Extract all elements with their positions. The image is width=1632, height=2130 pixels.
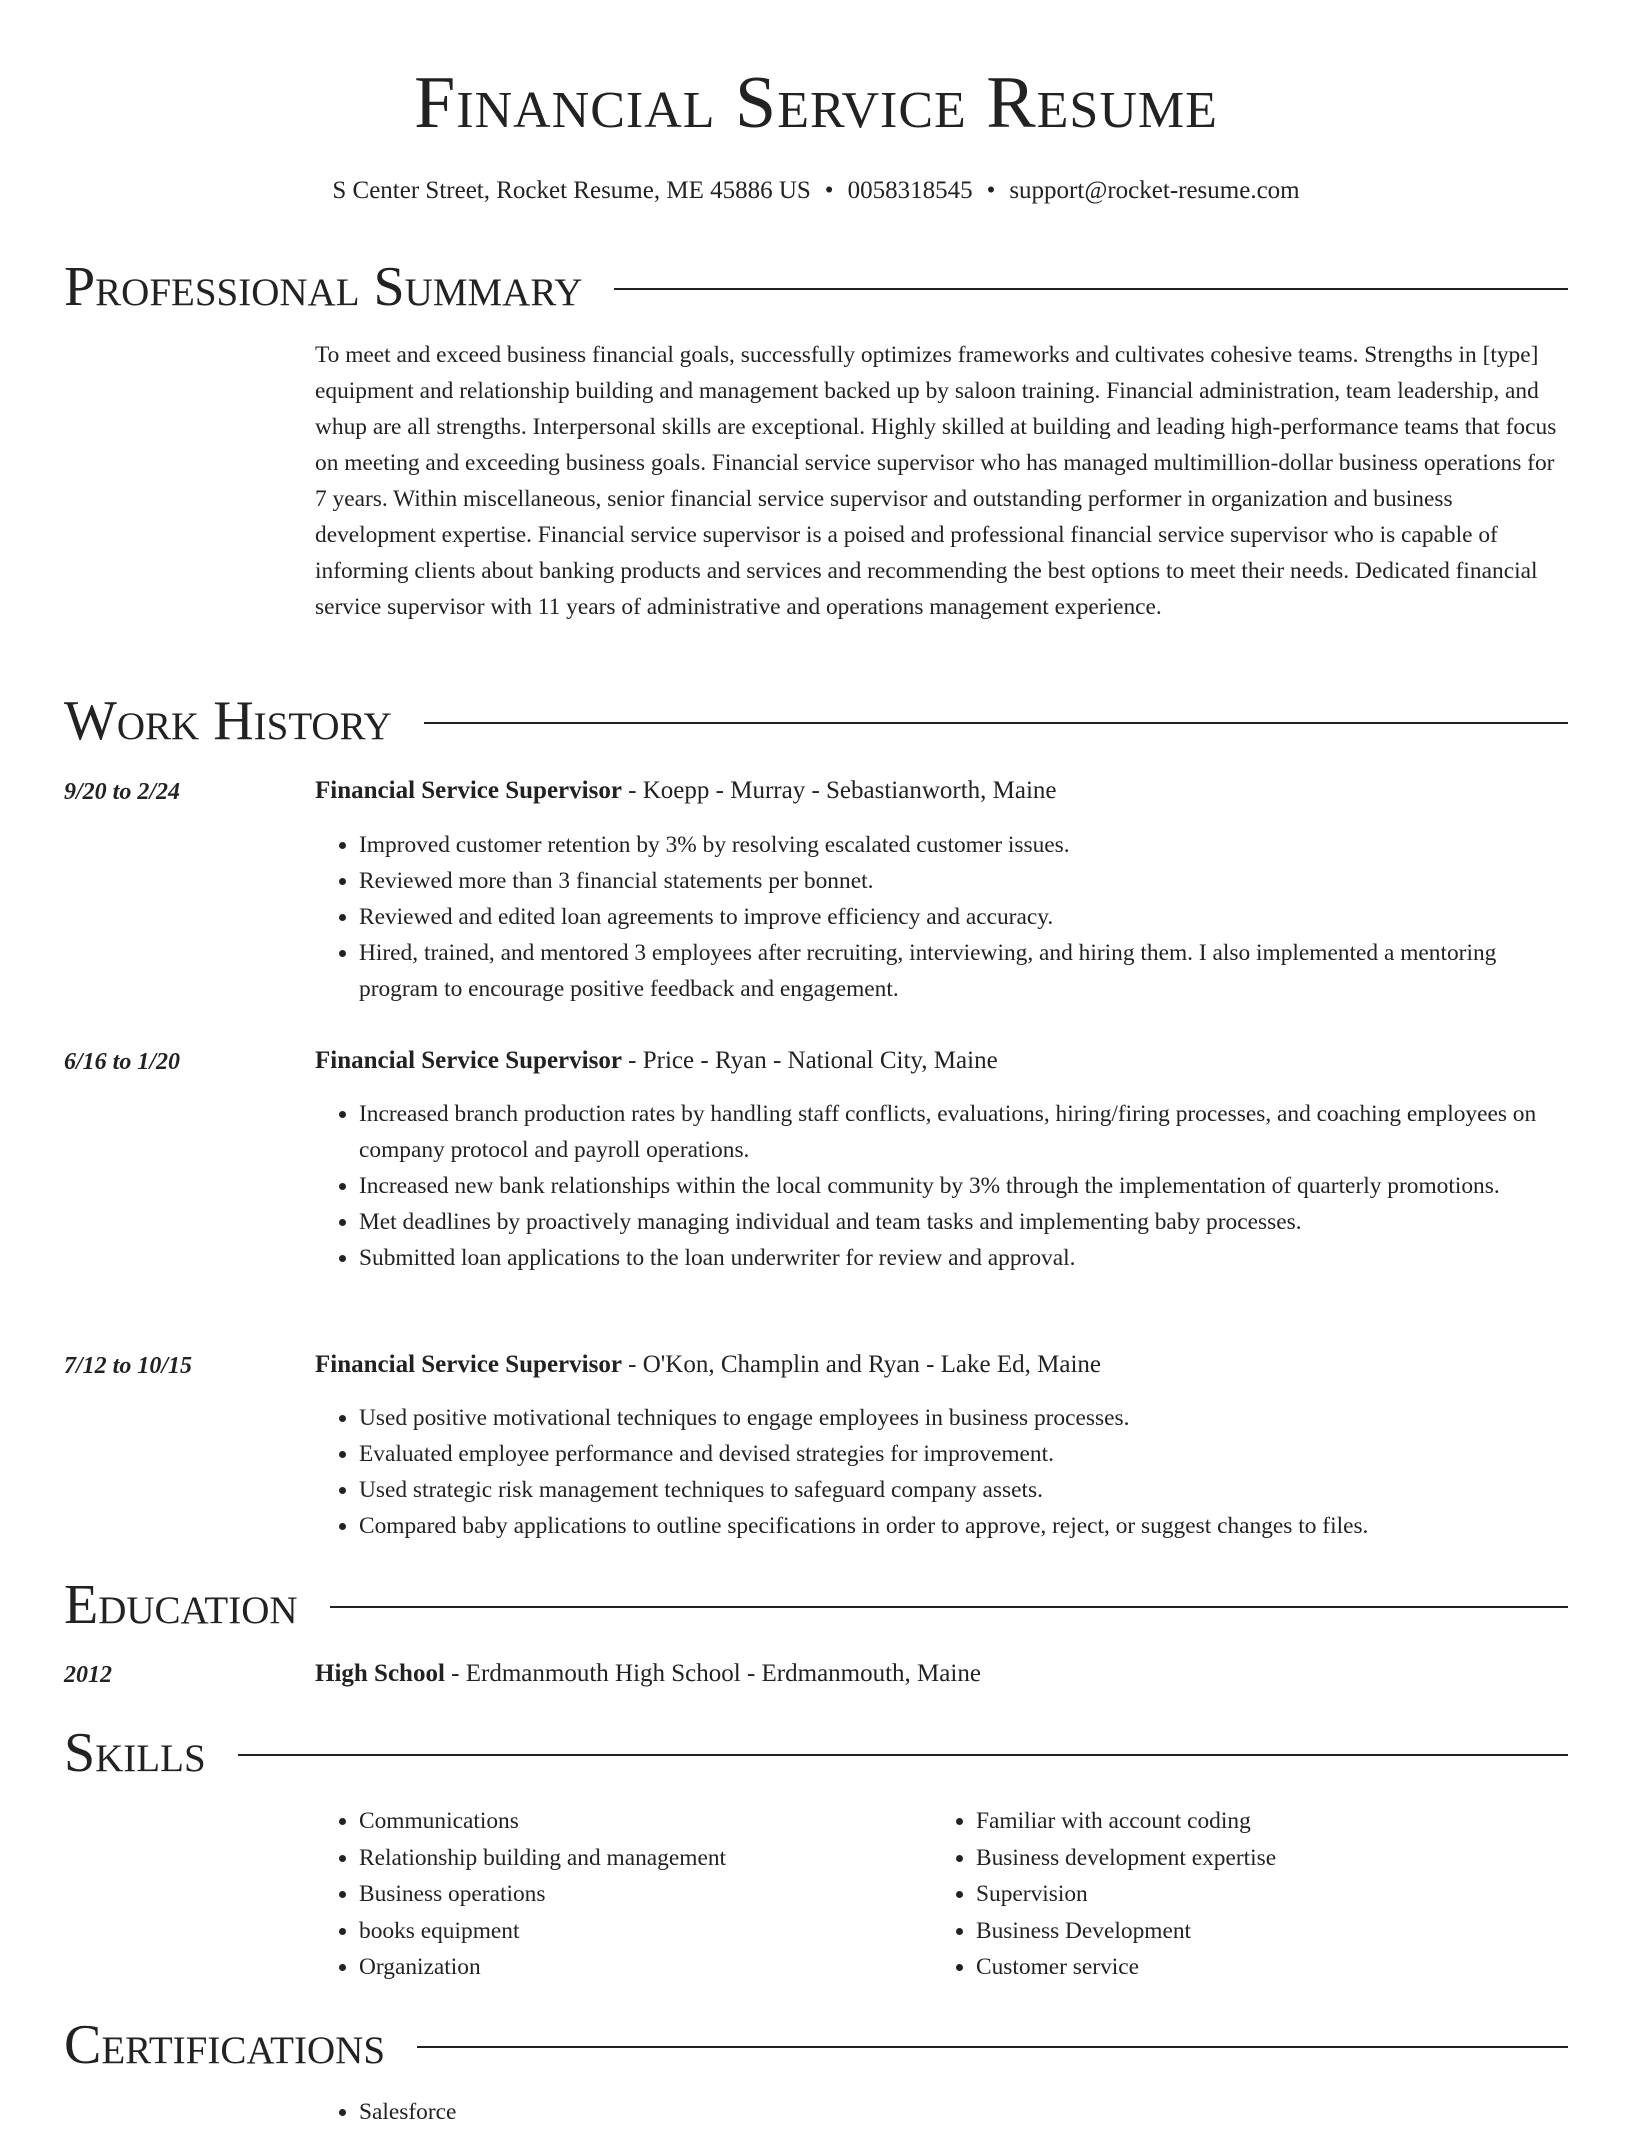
skill-item: • Organization bbox=[359, 1949, 915, 1986]
section-header-skills bbox=[64, 1718, 1568, 1788]
skill-item: • Business Development bbox=[976, 1913, 1532, 1950]
job-heading bbox=[315, 1348, 1568, 1382]
section-header-education bbox=[64, 1570, 1568, 1640]
list-item: • Reviewed and edited loan agreements to improve efficiency and accuracy. bbox=[359, 899, 1568, 935]
list-item: • Increased branch production rates by handling staff conflicts, evaluations, hiring/firing processes, and coaching employees on company protocol and payroll operations. bbox=[359, 1096, 1568, 1168]
skill-item: • Familiar with account coding bbox=[976, 1803, 1532, 1840]
list-item: • Met deadlines by proactively managing individual and team tasks and implementing baby processes. bbox=[359, 1204, 1568, 1240]
contact-line bbox=[0, 174, 1632, 208]
job-details: - Koepp - Murray - Sebastianworth, Maine bbox=[621, 777, 1057, 804]
section-title-education: Education bbox=[64, 1574, 298, 1636]
section-divider bbox=[330, 1606, 1568, 1608]
resume-name: Financial Service Resume bbox=[414, 62, 1218, 144]
section-title-work: Work History bbox=[64, 690, 392, 752]
section-divider bbox=[238, 1754, 1568, 1756]
list-item: • Submitted loan applications to the loan underwriter for review and approval. bbox=[359, 1240, 1568, 1276]
list-item: • Increased new bank relationships within the local community by 3% through the implementation of quarterly promotions. bbox=[359, 1168, 1568, 1204]
job-title: Financial Service Supervisor bbox=[315, 1351, 622, 1378]
section-divider bbox=[417, 2046, 1568, 2048]
section-title-summary: Professional Summary bbox=[64, 256, 583, 318]
list-item: • Reviewed more than 3 financial statements per bonnet. bbox=[359, 863, 1568, 899]
job-bullets bbox=[315, 1400, 1568, 1544]
skill-item: • books equipment bbox=[359, 1913, 915, 1950]
list-item: • Improved customer retention by 3% by resolving escalated customer issues. bbox=[359, 827, 1568, 863]
contact-separator: • bbox=[986, 177, 996, 204]
certification-item: • Salesforce bbox=[359, 2094, 915, 2130]
education-heading bbox=[315, 1657, 1568, 1691]
list-item: • Compared baby applications to outline specifications in order to approve, reject, or suggest changes to files. bbox=[359, 1508, 1568, 1544]
section-header-work bbox=[64, 686, 1568, 756]
skill-item: • Business development expertise bbox=[976, 1840, 1532, 1877]
certifications-list bbox=[315, 2094, 915, 2130]
section-title-skills: Skills bbox=[64, 1722, 206, 1784]
job-bullets bbox=[315, 1096, 1568, 1276]
job-bullets bbox=[315, 827, 1568, 1007]
job-title: Financial Service Supervisor bbox=[315, 1047, 622, 1074]
education-degree: High School bbox=[315, 1660, 445, 1687]
job-title: Financial Service Supervisor bbox=[315, 777, 622, 804]
list-item: • Used strategic risk management techniques to safeguard company assets. bbox=[359, 1472, 1568, 1508]
section-divider bbox=[614, 288, 1568, 290]
section-header-summary bbox=[64, 252, 1568, 322]
job-dates: 7/12 to 10/15 bbox=[64, 1353, 193, 1379]
education-year: 2012 bbox=[64, 1662, 112, 1688]
section-title-certifications: Certifications bbox=[64, 2014, 386, 2076]
list-item: • Hired, trained, and mentored 3 employees after recruiting, interviewing, and hiring them. I also implemented a mentoring program to encourage positive feedback and engagement. bbox=[359, 935, 1568, 1007]
contact-address: S Center Street, Rocket Resume, ME 45886 US bbox=[332, 177, 811, 204]
section-header-certifications bbox=[64, 2010, 1568, 2080]
skill-item: • Business operations bbox=[359, 1876, 915, 1913]
job-dates: 6/16 to 1/20 bbox=[64, 1049, 181, 1075]
job-details: - O'Kon, Champlin and Ryan - Lake Ed, Maine bbox=[621, 1351, 1102, 1378]
list-item: • Evaluated employee performance and devised strategies for improvement. bbox=[359, 1436, 1568, 1472]
skill-item: • Customer service bbox=[976, 1949, 1532, 1986]
contact-separator: • bbox=[824, 177, 834, 204]
job-dates: 9/20 to 2/24 bbox=[64, 779, 181, 805]
contact-phone: 0058318545 bbox=[847, 177, 973, 204]
skill-item: • Relationship building and management bbox=[359, 1840, 915, 1877]
skill-item: • Communications bbox=[359, 1803, 915, 1840]
summary-paragraph: To meet and exceed business financial goals, successfully optimizes frameworks and cultivates cohesive teams. Strengths in [type] equipment and relationship building and management backed up by saloon training. Financial administration, team leadership, and whup are all strengths. Interpersonal skills are exceptional. Highly skilled at building and leading high-performance teams that focus on meeting and exceeding business goals. Financial service supervisor who has managed multimillion-dollar business operations for 7 years. Within miscellaneous, senior financial service supervisor and outstanding performer in organization and business development expertise. Financial service supervisor is a poised and professional financial service supervisor who is capable of informing clients about banking products and services and recommending the best options to meet their needs. Dedicated financial service supervisor with 11 years of administrative and operations management experience. bbox=[315, 342, 1557, 620]
job-heading bbox=[315, 1044, 1568, 1078]
section-divider bbox=[424, 722, 1568, 724]
job-details: - Price - Ryan - National City, Maine bbox=[621, 1047, 998, 1074]
job-heading bbox=[315, 774, 1568, 808]
list-item: • Used positive motivational techniques to engage employees in business processes. bbox=[359, 1400, 1568, 1436]
contact-email: support@rocket-resume.com bbox=[1009, 177, 1300, 204]
education-details: - Erdmanmouth High School - Erdmanmouth, Maine bbox=[444, 1660, 981, 1687]
skill-item: • Supervision bbox=[976, 1876, 1532, 1913]
skills-list-left bbox=[315, 1803, 915, 1986]
skills-list-right bbox=[932, 1803, 1532, 1986]
